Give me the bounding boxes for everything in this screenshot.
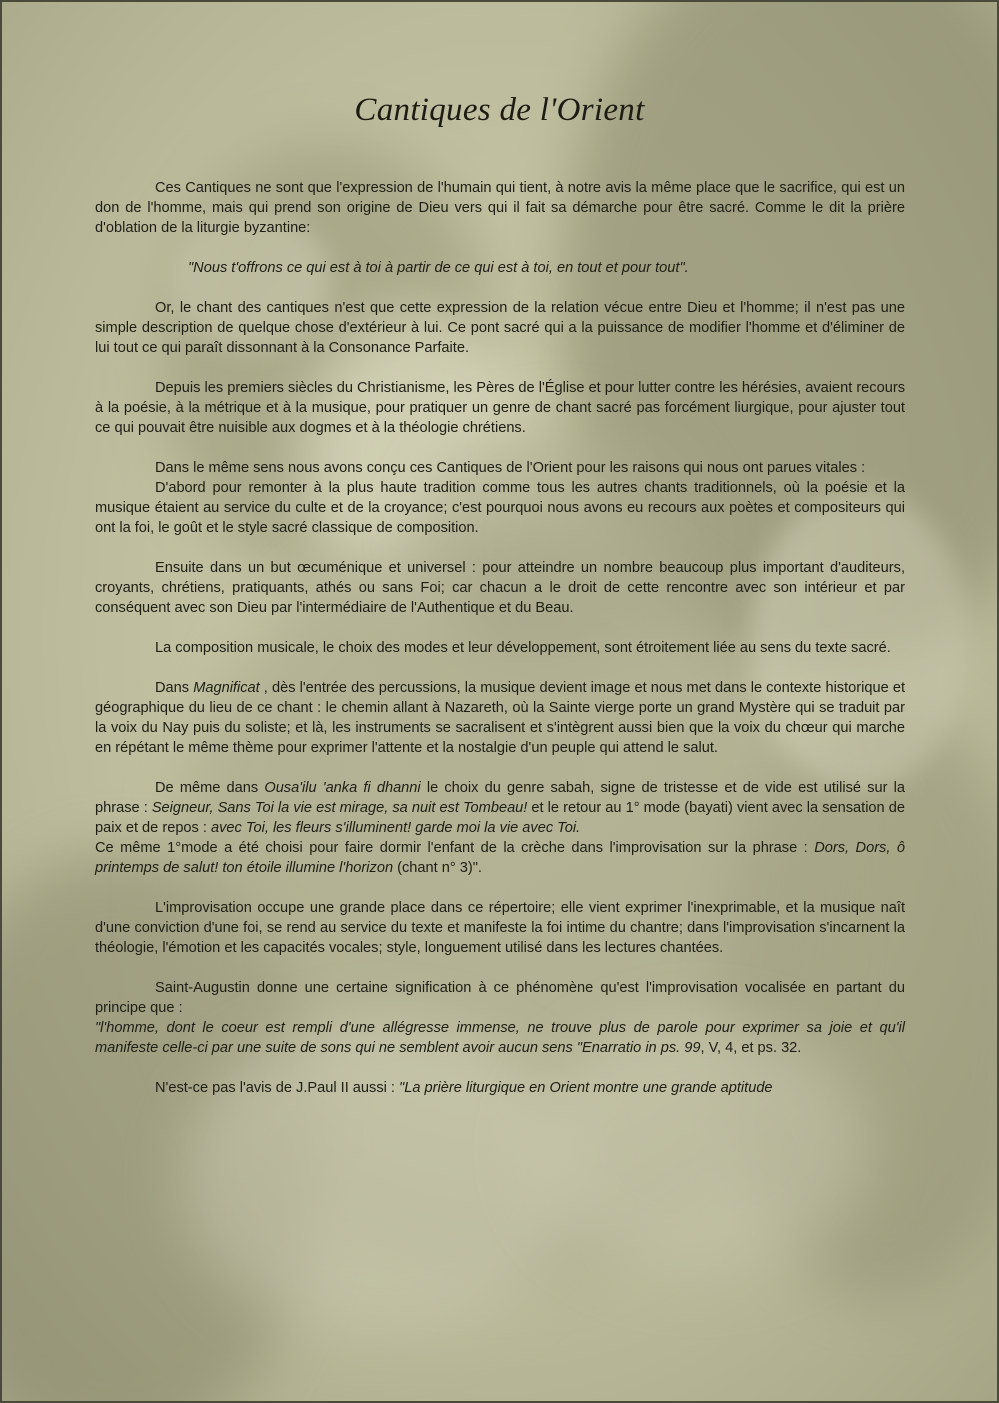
paragraph-7 — [95, 678, 905, 758]
paragraph-6: La composition musicale, le choix des modes et leur développement, sont étroitement liée au sens du texte sacré. — [155, 640, 891, 656]
p7-text-pre: Dans — [155, 680, 194, 696]
augustine-reference: , V, 4, et ps. 32. — [700, 1040, 802, 1056]
paragraph-8b — [95, 838, 905, 878]
p11-text-pre: N'est-ce pas l'avis de J.Paul II aussi : — [155, 1080, 400, 1096]
paragraph-5: Ensuite dans un but œcuménique et universel : pour atteindre un nombre beaucoup plus important d'auditeurs, croyants, chrétiens, pratiquants, athés ou sans Foi; car chacun a le droit de cette rencontre avec son intérieur et par conséquent avec son Dieu par l'intermédiaire de l'Authentique et du Beau. — [95, 560, 905, 616]
paragraph-3: Depuis les premiers siècles du Christianisme, les Pères de l'Église et pour lutter contre les hérésies, avaient recours à la poésie, à la métrique et à la musique, pour pratiquer un genre de chant sacré pas forcément liurgique, pour ajuster tout ce qui pouvait être nuisible aux dogmes et à la théologie chrétiens. — [95, 380, 905, 436]
paragraph-4b: D'abord pour remonter à la plus haute tradition comme tous les autres chants traditionnels, où la poésie et la musique étaient au service du culte et de la croyance; c'est pourquoi nous avons eu recours aux poètes et compositeurs qui ont la foi, le goût et le style sacré classique de composition. — [95, 480, 905, 536]
p8b-text-pre: Ce même 1°mode a été choisi pour faire dormir l'enfant de la crèche dans l'improvisation sur la phrase : — [95, 840, 815, 856]
augustine-quote: "l'homme, dont le coeur est rempli d'une allégresse immense, ne trouve plus de parole pour exprimer sa joie et qu'il manifeste celle-ci par une suite de sons qui ne semblent avoir aucun sens "Enarratio in ps. 99 — [95, 1020, 905, 1056]
paragraph-9: L'improvisation occupe une grande place dans ce répertoire; elle vient exprimer l'inexprimable, et la musique naît d'une conviction d'une foi, se rend au service du texte et manifeste la foi intime du chantre; dans l'improvisation s'incarnent la théologie, l'émotion et les capacités vocales; style, longuement utilisé dans les lectures chantées. — [95, 900, 905, 956]
p7-text-post: , dès l'entrée des percussions, la musique devient image et nous met dans le contexte historique et géographique du lieu de ce chant : le chemin allant à Nazareth, où la Sainte vierge porte un grand Mystère qui se traduit par la voix du Nay puis du soliste; et là, les instruments se sacralisent et s'intègrent aussi bien que la voix du chœur qui marche en répétant le même thème pour exprimer l'attente et la nostalgie d'un peuple qui attend le salut. — [95, 680, 905, 756]
document-body — [95, 178, 905, 1118]
page-title: Cantiques de l'Orient — [354, 92, 645, 128]
p8-text-mid1: le choix du genre sabah, signe de tristesse et de vide est utilisé sur la phrase : — [95, 780, 905, 816]
paragraph-11 — [95, 1078, 905, 1098]
p11-quote: "La prière liturgique en Orient montre une grande aptitude — [399, 1080, 773, 1096]
paragraph-8 — [95, 778, 905, 838]
quote-byzantine-oblation: "Nous t'offrons ce qui est à toi à partir de ce qui est à toi, en tout et pour tout". — [188, 260, 689, 276]
p8-phrase-2: avec Toi, les fleurs s'illuminent! garde moi la vie avec Toi. — [211, 820, 581, 836]
paragraph-4a: Dans le même sens nous avons conçu ces Cantiques de l'Orient pour les raisons qui nous ont parues vitales : — [155, 460, 866, 476]
p8b-text-post: (chant n° 3)". — [393, 860, 482, 876]
p8-text-mid2: et le retour au 1° mode (bayati) vient avec la sensation de paix et de repos : — [95, 800, 905, 836]
paragraph-1: Ces Cantiques ne sont que l'expression de l'humain qui tient, à notre avis la même place que le sacrifice, qui est un don de l'homme, mais qui prend son origine de Dieu vers qui il fait sa démarche pour être sacré. Comme le dit la prière d'oblation de la liturgie byzantine: — [95, 180, 905, 236]
paragraph-10a: Saint-Augustin donne une certaine signification à ce phénomène qu'est l'improvisation vocalisée en partant du principe que : — [95, 980, 905, 1016]
p7-title-magnificat: Magnificat — [193, 680, 260, 696]
paragraph-10b — [95, 1018, 905, 1058]
p8b-phrase: Dors, Dors, ô printemps de salut! ton étoile illumine l'horizon — [95, 840, 905, 876]
p8-phrase-1: Seigneur, Sans Toi la vie est mirage, sa nuit est Tombeau! — [151, 800, 528, 816]
p8-title: Ousa'ilu 'anka fi dhanni — [264, 780, 421, 796]
p8-text-pre: De même dans — [155, 780, 265, 796]
paragraph-2: Or, le chant des cantiques n'est que cette expression de la relation vécue entre Dieu et l'homme; il n'est pas une simple description de quelque chose d'extérieur à lui. Ce pont sacré qui a la puissance de modifier l'homme et d'éliminer de lui tout ce qui paraît dissonnant à la Consonance Parfaite. — [95, 300, 905, 356]
